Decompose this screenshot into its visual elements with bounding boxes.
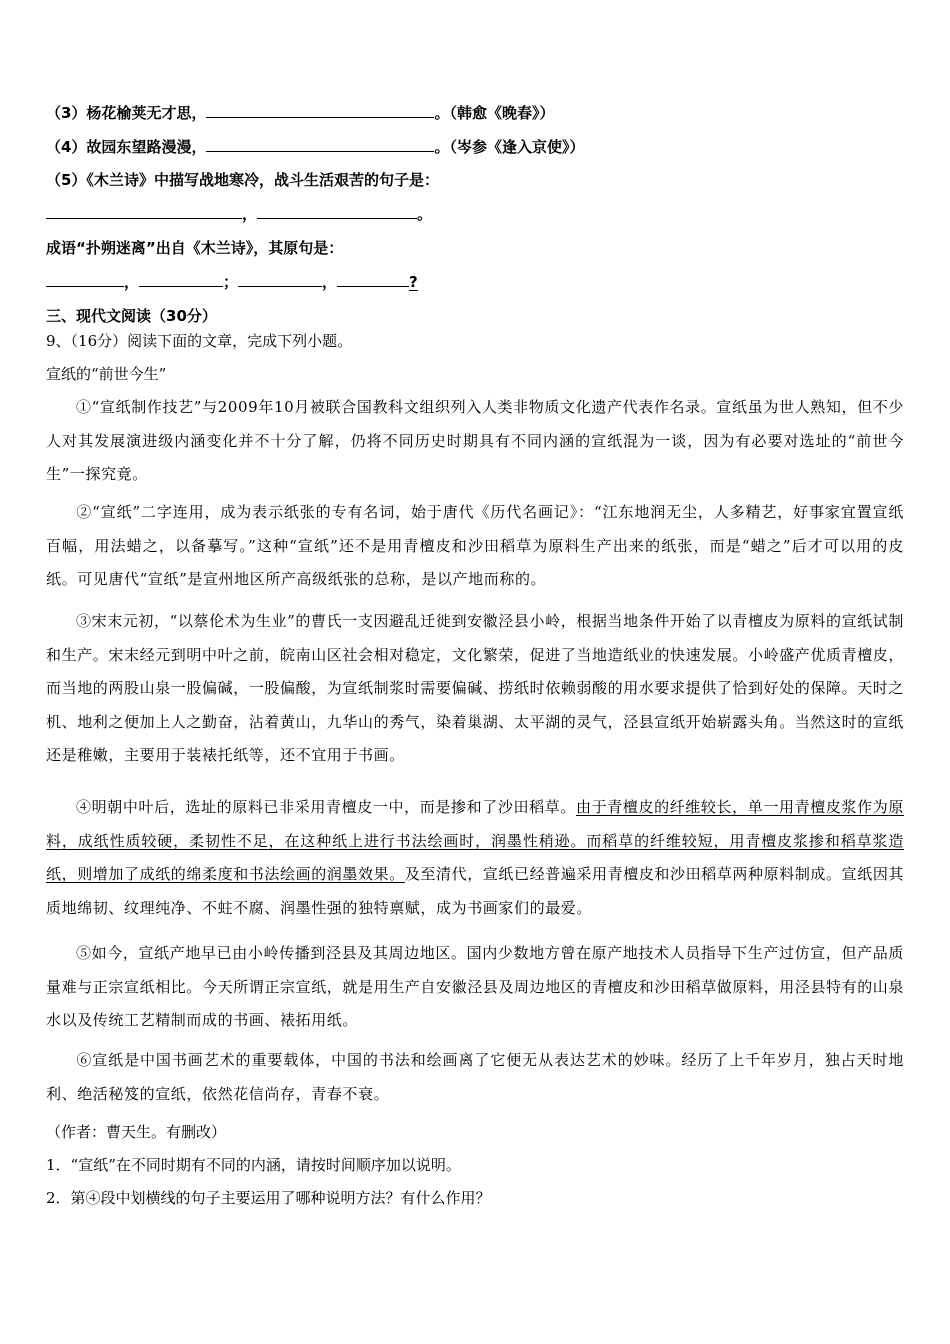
article-paragraph-5 [46,937,904,1038]
question-9-intro: 9、（16分）阅读下面的文章，完成下列小题。 [46,332,353,350]
question-8-5-answers [46,203,432,224]
paragraph-4-text-after: 及至清代，宣纸已经普遍采用青檀皮和沙田稻草两种原料制成。宣纸因其质地绵韧、纹理纯净、不蛀不腐、润墨性强的独特禀赋，成为书画家们的最爱。 [46,865,905,917]
article-paragraph-2 [46,496,904,597]
paragraph-4-text-before: ④明朝中叶后，选址的原料已非采用青檀皮一中，而是掺和了沙田稻草。 [76,798,576,816]
article-paragraph-1 [46,391,904,492]
q4-answer-blank[interactable] [206,136,434,152]
idiom-answer-blank-3[interactable] [238,271,322,287]
q5-period: 。 [417,205,433,223]
idiom-answers [46,271,428,292]
idiom-answer-blank-4[interactable] [337,271,409,287]
article-paragraph-3 [46,605,904,773]
paragraph-6-text: ⑥宣纸是中国书画艺术的重要载体，中国的书法和绘画离了它便无从表达艺术的妙味。经历了上千年岁月，独占天时地利、绝活秘笈的宣纸，依然花信尚存，青春不衰。 [46,1051,904,1103]
idiom-question-mark: ? [409,273,418,291]
q5-prompt: （5）《木兰诗》中描写战地寒冷，战斗生活艰苦的句子是： [46,171,439,189]
idiom-sep-3: ， [322,273,338,291]
q3-answer-blank[interactable] [206,102,434,118]
article-title: 宣纸的“前世今生” [46,365,167,383]
idiom-prompt: 成语“扑朔迷离”出自《木兰诗》，其原句是： [46,239,344,257]
paragraph-5-text: ⑤如今，宣纸产地早已由小岭传播到泾县及其周边地区。国内少数地方曾在原产地技术人员指导下生产过仿宣，但产品质量难与正宗宣纸相比。今天所谓正宗宣纸，就是用生产自安徽泾县及周边地区的青檀皮和沙田稻草做原料，用泾县特有的山泉水以及传统工艺精制而成的书画、裱拓用纸。 [46,944,905,1029]
question-8-5 [46,170,439,190]
section-heading: 三、现代文阅读（30分） [46,307,217,325]
article-paragraph-6 [46,1044,904,1111]
idiom-answer-blank-1[interactable] [46,271,124,287]
paragraph-4-underlined-sentence: 由于青檀皮的纤维较长，单一用青檀皮浆作为原料，成纸性质较硬，柔韧性不足，在这种纸上进行书法绘画时，润墨性稍逊。而稻草的纤维较短，用青檀皮浆掺和稻草浆造纸，则增加了成纸的绵柔度和书法绘画的润墨效果。 [46,798,905,883]
idiom-answer-blank-2[interactable] [139,271,223,287]
q5-comma: ， [242,205,258,223]
paragraph-2-text: ②“宣纸”二字连用，成为表示纸张的专有名词，始于唐代《历代名画记》：“江东地润无尘，人多精艺，好事家宜置宣纸百幅，用法蜡之，以备摹写。”这种“宣纸”还不是用青檀皮和沙田稻草为原料生产出来的纸张，而是“蜡之”后才可以用的皮纸。可见唐代“宣纸”是宣州地区所产高级纸张的总称，是以产地而称的。 [46,503,904,588]
idiom-question [46,238,343,258]
question-8-4 [46,136,584,157]
q3-suffix: 。（韩愈《晚春》） [434,104,555,122]
idiom-sep-2: ； [223,273,239,291]
q5-answer-blank-2[interactable] [257,203,417,219]
q3-prefix: （3）杨花榆荚无才思， [46,104,207,122]
article-author: （作者：曹天生。有删改） [46,1123,227,1141]
question-8-3 [46,102,554,123]
paragraph-3-text: ③宋末元初，“以蔡伦术为生业”的曹氏一支因避乱迁徙到安徽泾县小岭，根据当地条件开始了以青檀皮为原料的宣纸试制和生产。宋末经元到明中叶之前，皖南山区社会相对稳定，文化繁荣，促进了当地造纸业的快速发展。小岭盛产优质青檀皮，而当地的两股山泉一股偏碱，一股偏酸，为宣纸制浆时需要偏碱、捞纸时依赖弱酸的用水要求提供了恰到好处的保障。天时之机、地利之便加上人之勤奋，沾着黄山，九华山的秀气，染着巢湖、太平湖的灵气，泾县宣纸开始崭露头角。当然这时的宣纸还是稚嫩，主要用于装裱托纸等，还不宜用于书画。 [46,612,905,764]
q4-suffix: 。（岑参《逢入京使》） [434,138,585,156]
q5-answer-blank-1[interactable] [46,203,242,219]
paragraph-1-text: ①“宣纸制作技艺”与2009年10月被联合国教科文组织列入人类非物质文化遗产代表作名录。宣纸虽为世人熟知，但不少人对其发展演进级内涵变化并不十分了解，仍将不同历史时期具有不同内涵的宣纸混为一谈，因为有必要对选址的“前世今生”一探究竟。 [46,398,904,483]
article-paragraph-4 [46,791,904,925]
sub-question-2: 2．第④段中划横线的句子主要运用了哪种说明方法？有什么作用？ [46,1189,491,1207]
sub-question-1: 1．“宣纸”在不同时期有不同的内涵，请按时间顺序加以说明。 [46,1156,461,1174]
q4-prefix: （4）故园东望路漫漫， [46,138,207,156]
idiom-sep-1: ， [124,273,140,291]
